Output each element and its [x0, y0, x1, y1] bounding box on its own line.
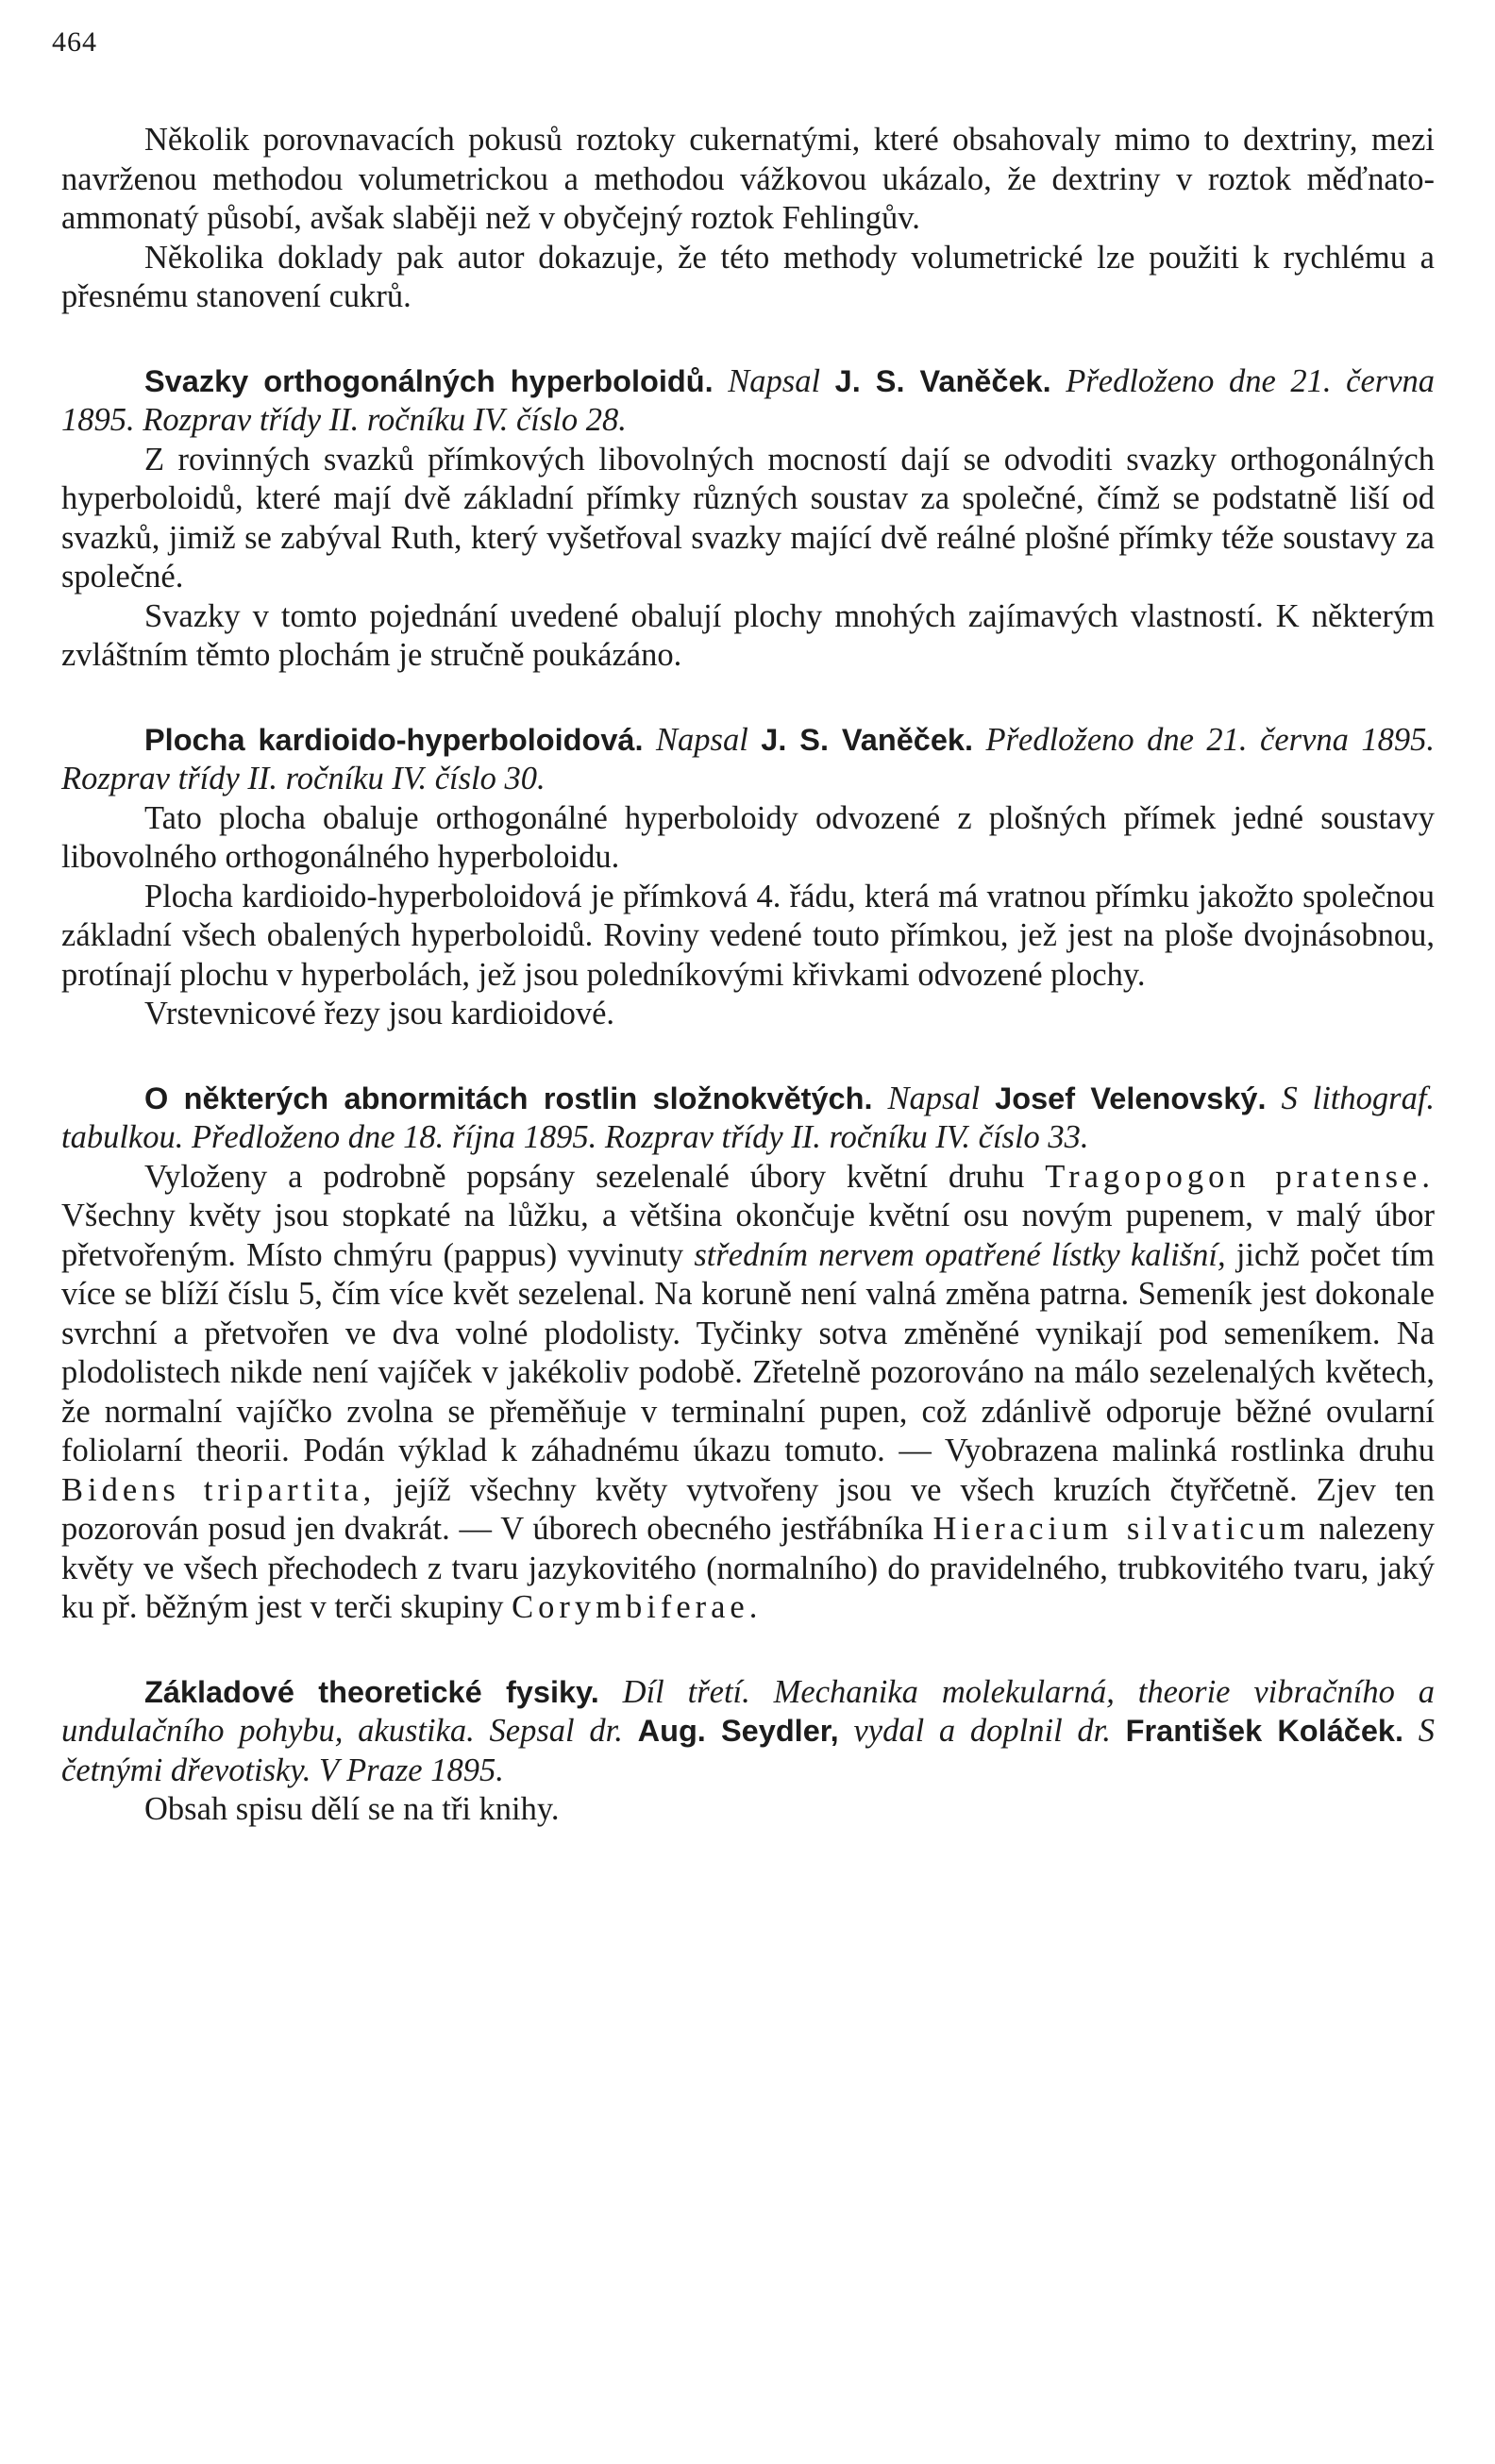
entry-title: O některých abnormitách rostlin složnokvětých.	[144, 1081, 873, 1115]
intro-paragraph-1: Několik porovnavacích pokusů roztoky cukernatými, které obsahovaly mimo to dextriny, mezi navrženou methodou volumetrickou a methodou vážkovou ukázalo, že dextriny v roztok měďnato-ammonatý působí, avšak slaběji než v obyčejný roztok Fehlingův.	[61, 122, 1435, 236]
entry-abnormity	[61, 1080, 1435, 1628]
entry-paragraph	[61, 1158, 1435, 1628]
entry-meta: Díl třetí. Mechanika molekularná, theorie vibračního a undulačního pohybu, akustika. Sepsal dr.	[61, 1673, 1435, 1749]
entry-header	[61, 362, 1435, 441]
text-run: jichž počet tím více se blíží číslu 5, čím více květ sezelenal. Na koruně není valná změna patrna. Semeník jest dokonale svrchní a přetvořen ve dva volné plodolisty. Tyčinky sotva změněné vynikají pod semeníkem. Na plodolistech nikde není vajíček v jakékoliv podobě. Zřetelně pozorováno na málo sezelenalých květech, že normalní vajíčko zvolna se přeměňuje v terminalní pupen, což zdánlivě odporuje běžné ovularní foliolarní theorii. Podán výklad k záhadnému úkazu tomuto. — Vyobrazena malinká rostlinka druhu	[61, 1236, 1436, 1468]
entry-fysika	[61, 1673, 1435, 1830]
intro-section	[61, 121, 1435, 317]
species-name: Tragopogon pratense.	[1045, 1158, 1435, 1195]
text-column	[61, 121, 1435, 1830]
entry-paragraph: Tato plocha obaluje orthogonálné hyperboloidy odvozené z plošných přímek jedné soustavy libovolného orthogonálného hyperboloidu.	[61, 799, 1435, 875]
entry-paragraph: Z rovinných svazků přímkových libovolných mocností dají se odvoditi svazky orthogonálných hyperboloidů, které mají dvě základní přímky různých soustav za společné, čímž se podstatně liší od svazků, jimiž se zabýval Ruth, který vyšetřoval svazky mající dvě reálné plošné přímky téže soustavy za společné.	[61, 441, 1435, 595]
text-run: jejíž všechny květy vytvořeny jsou ve všech kruzích čtyřčetně. Zjev ten pozorován posud jen dvakrát. — V úborech obecného jestřábníka	[61, 1471, 1435, 1547]
text-run-italic: středním nervem opatřené lístky kališní,	[694, 1236, 1226, 1273]
entry-svazky	[61, 362, 1435, 676]
napsal-label: Napsal	[728, 362, 821, 399]
entry-meta: Předloženo dne 21. června 1895. Rozprav třídy II. ročníku IV. číslo 30.	[61, 721, 1436, 796]
species-name: Hieracium silvaticum	[932, 1511, 1310, 1547]
entry-author: Josef Velenovský.	[995, 1081, 1267, 1115]
species-name: Corymbiferae.	[512, 1589, 763, 1625]
entry-author: František Koláček.	[1125, 1714, 1404, 1748]
text-run: Všechny květy jsou stopkaté na lůžku, a většina okončuje květní osu novým pupenem, v malý úbor přetvořeným. Místo chmýru (pappus) vyvinuty	[61, 1198, 1435, 1273]
entry-author: J. S. Vaněček.	[761, 722, 974, 757]
napsal-label: Napsal	[887, 1080, 981, 1116]
entry-meta: vydal a doplnil dr.	[853, 1713, 1111, 1749]
napsal-label: Napsal	[656, 721, 748, 758]
entry-paragraph: Obsah spisu dělí se na tři knihy.	[144, 1791, 560, 1827]
entry-title: Základové theoretické fysiky.	[144, 1674, 599, 1709]
entry-title: Plocha kardioido-hyperboloidová.	[144, 722, 644, 757]
entry-header	[61, 721, 1435, 799]
entry-paragraph: Vrstevnicové řezy jsou kardioidové.	[144, 996, 615, 1031]
entry-header	[61, 1080, 1435, 1158]
text-run: nalezeny květy ve všech přechodech z tvaru jazykovitého (normalního) do pravidelného, trubkovitého tvaru, jaký ku př. běžným jest v terči skupiny	[61, 1511, 1436, 1625]
page-number: 464	[52, 26, 97, 58]
entry-meta: Předloženo dne 21. června 1895. Rozprav třídy II. ročníku IV. číslo 28.	[61, 362, 1436, 438]
entry-author: Aug. Seydler,	[637, 1714, 839, 1748]
intro-paragraph-2: Několika doklady pak autor dokazuje, že této methody volumetrické lze použiti k rychlému a přesnému stanovení cukrů.	[61, 239, 1435, 314]
entry-paragraph: Plocha kardioido-hyperboloidová je přímková 4. řádu, která má vratnou přímku jakožto společnou základní všech obalených hyperboloidů. Roviny vedené touto přímkou, jež jest na ploše dvojnásobnou, protínají plochu v hyperbolách, jež jsou poledníkovými křivkami odvozené plochy.	[61, 878, 1435, 993]
species-name: Bidens tripartita,	[61, 1471, 377, 1508]
text-run: Vyloženy a podrobně popsány sezelenalé úbory květní druhu	[144, 1158, 1025, 1195]
entry-title: Svazky orthogonálných hyperboloidů.	[144, 363, 714, 398]
entry-meta: S četnými dřevotisky. V Praze 1895.	[61, 1713, 1436, 1788]
entry-meta: S lithograf. tabulkou. Předloženo dne 18. října 1895. Rozprav třídy II. ročníku IV. číslo 33.	[61, 1080, 1436, 1155]
entry-author: J. S. Vaněček.	[834, 363, 1051, 398]
entry-plocha	[61, 721, 1435, 1034]
entry-paragraph: Svazky v tomto pojednání uvedené obalují plochy mnohých zajímavých vlastností. K některým zvláštním těmto plochám je stručně poukázáno.	[61, 597, 1435, 673]
entry-header	[61, 1673, 1435, 1791]
